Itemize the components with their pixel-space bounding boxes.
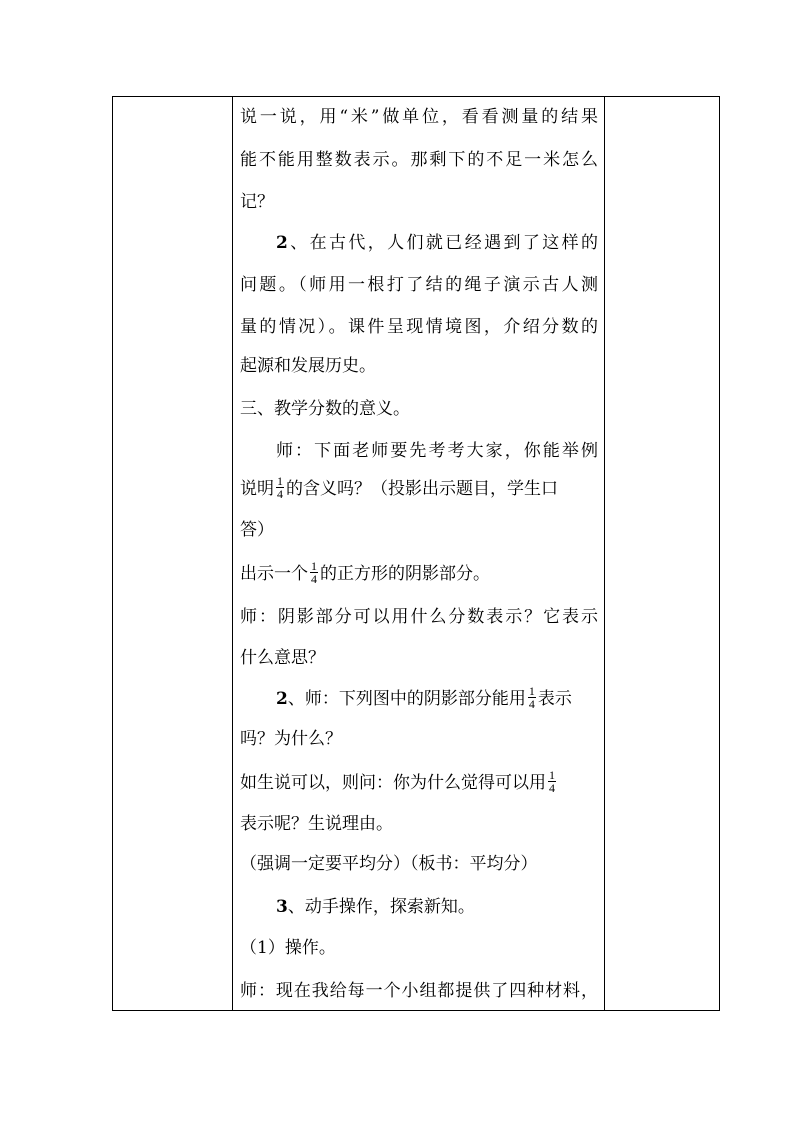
fraction-one-quarter: $\frac{1}{4}$ xyxy=(277,474,283,501)
text-line: 如生说可以，则问：你为什么觉得可以用 $\frac{1}{4}$ xyxy=(240,768,555,795)
text-line: 表示呢？生说理由。 xyxy=(240,814,393,834)
text-line: 量的情况）。课件呈现情境图，介绍分数的 xyxy=(240,317,598,337)
fraction-one-quarter: $\frac{1}{4}$ xyxy=(528,684,535,711)
text-line: 师：阴影部分可以用什么分数表示？它表示 xyxy=(240,607,598,627)
text-line: 2、师：下列图中的阴影部分能用 $\frac{1}{4}$ 表示 xyxy=(276,684,572,711)
text-line: 2、在古代，人们就已经遇到了这样的 xyxy=(276,233,598,253)
text-line: 师：现在我给每一个小组都提供了四种材料， xyxy=(240,981,598,1001)
item-number: 2 xyxy=(276,233,288,253)
item-number: 3 xyxy=(276,897,288,917)
text-line: 3、动手操作，探索新知。 xyxy=(276,897,475,917)
text-line: 吗？为什么？ xyxy=(240,729,342,749)
text-line: 说明 $\frac{1}{4}$ 的含义吗？（投影出示题目，学生口 xyxy=(240,474,558,501)
text-line: 说一说，用“米”做单位，看看测量的结果 xyxy=(240,107,598,127)
text-line: 起源和发展历史。 xyxy=(240,356,376,376)
fraction-one-quarter: $\frac{1}{4}$ xyxy=(549,768,555,795)
table-column-divider xyxy=(604,97,605,1010)
section-heading: 三、教学分数的意义。 xyxy=(240,399,410,419)
text-line: 问题。（师用一根打了结的绳子演示古人测 xyxy=(240,275,598,295)
fraction-one-quarter: $\frac{1}{4}$ xyxy=(311,559,317,586)
text-line: 答） xyxy=(240,520,274,540)
text-line: 记？ xyxy=(240,192,274,212)
item-number: 2 xyxy=(276,689,288,709)
text-line: 什么意思？ xyxy=(240,648,325,668)
text-line: （强调一定要平均分）（板书：平均分） xyxy=(240,854,538,874)
table-column-divider xyxy=(232,97,233,1010)
text-line: 能不能用整数表示。那剩下的不足一米怎么 xyxy=(240,150,598,170)
text-line: 出示一个 $\frac{1}{4}$ 的正方形的阴影部分。 xyxy=(240,559,490,586)
text-line: （1）操作。 xyxy=(240,938,336,958)
text-line: 师：下面老师要先考考大家，你能举例 xyxy=(276,441,598,461)
